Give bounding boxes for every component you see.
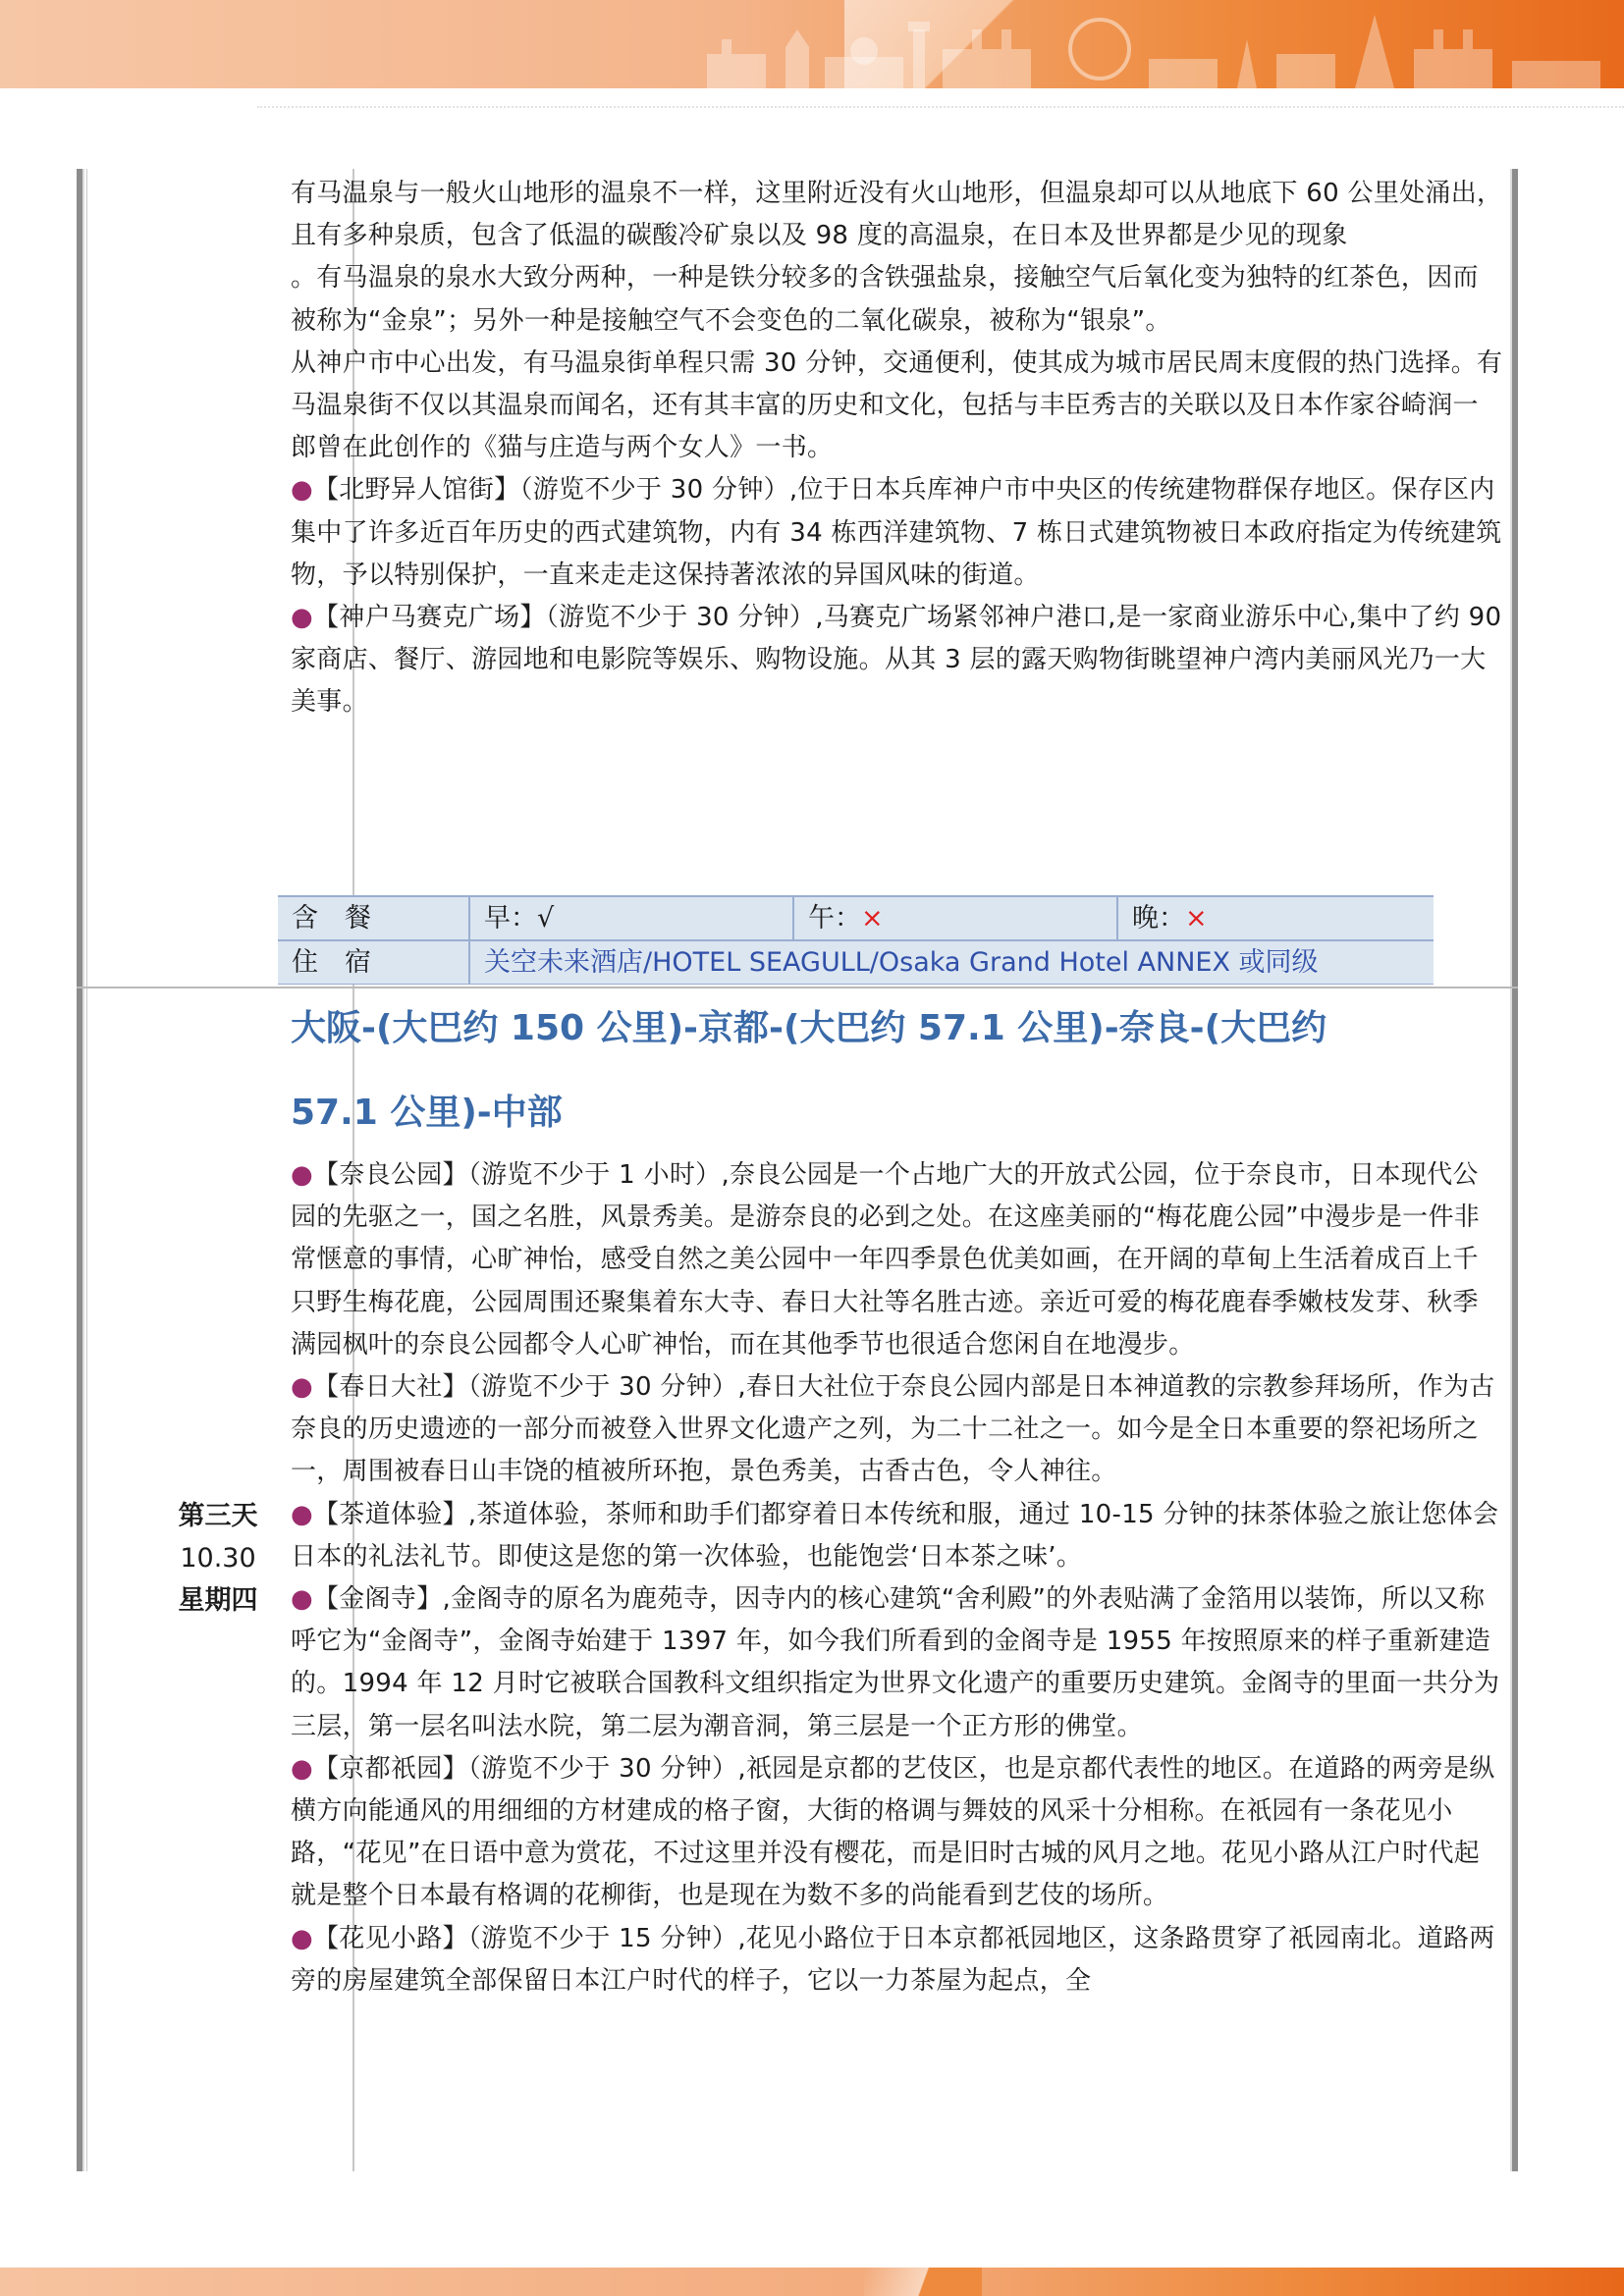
meals-label: 含 餐 (278, 897, 470, 939)
spot-gion (291, 1748, 1504, 1918)
hotel-row (278, 939, 1434, 985)
spot-text: 【金阁寺】,金阁寺的原名为鹿苑寺，因寺内的核心建筑“舍利殿”的外表贴满了金箔用以装饰，所以又称呼它为“金阁寺”，金阁寺始建于 1397 年，如今我们所看到的金阁寺是 1955 年按照原来的样子重新建造的。1994 年 12 月时它被联合国教科文组织指定为世界文化遗产的重要历史建筑。金阁寺的里面一共分为三层，第一层名叫法水院，第二层为潮音洞，第三层是一个正方形的佛堂。 (291, 1584, 1500, 1741)
meals-row (278, 895, 1434, 940)
day3-route-title (291, 987, 1449, 1155)
dinner-cell (1118, 897, 1434, 939)
day2-paragraph-3: 从神户市中心出发，有马温泉街单程只需 30 分钟，交通便利，使其成为城市居民周末度假的热门选择。有马温泉街不仅以其温泉而闻名，还有其丰富的历史和文化，包括与丰臣秀吉的关联以及日本作家谷崎润一郎曾在此创作的《猫与庄造与两个女人》一书。 (291, 347, 1503, 463)
bullet-icon: ● (291, 1753, 313, 1784)
header-banner (0, 0, 1624, 88)
day2-description (291, 173, 1504, 724)
bullet-icon: ● (291, 1584, 313, 1615)
lunch-cell (794, 897, 1118, 939)
day3-description (291, 1154, 1504, 2002)
spot-text: 【花见小路】（游览不少于 15 分钟）,花见小路位于日本京都祇园地区，这条路贯穿了祇园南北。道路两旁的房屋建筑全部保留日本江户时代的样子，它以一力茶屋为起点，全 (291, 1923, 1495, 1996)
spot-text: 【奈良公园】（游览不少于 1 小时）,奈良公园是一个占地广大的开放式公园，位于奈良市，日本现代公园的先驱之一，国之名胜，风景秀美。是游奈良的必到之处。在这座美丽的“梅花鹿公园”中漫步是一件非常惬意的事情，心旷神怡，感受自然之美公园中一年四季景色优美如画，在开阔的草甸上生活着成百上千只野生梅花鹿，公园周围还聚集着东大寺、春日大社等名胜古迹。亲近可爱的梅花鹿春季嫩枝发芽、秋季满园枫叶的奈良公园都令人心旷神怡，而在其他季节也很适合您闲自在地漫步。 (291, 1160, 1481, 1360)
bullet-icon: ● (291, 1160, 313, 1190)
day2-paragraph-1: 有马温泉与一般火山地形的温泉不一样，这里附近没有火山地形，但温泉却可以从地底下 60 公里处涌出，且有多种泉质，包含了低温的碳酸冷矿泉以及 98 度的高温泉，在日本及世界都是少见的现象 (291, 179, 1503, 251)
cross-icon: × (861, 903, 884, 934)
spot-text: 【春日大社】（游览不少于 30 分钟）,春日大社位于奈良公园内部是日本神道教的宗教参拜场所，作为古奈良的历史遗迹的一部分而被登入世界文化遗产之列，为二十二社之一。如今是全日本重要的祭祀场所之一，周围被春日山丰饶的植被所环抱，景色秀美，古香古色，令人神往。 (291, 1372, 1495, 1487)
bullet-icon: ● (291, 1499, 313, 1529)
table-right-border (1510, 169, 1518, 2171)
breakfast-cell: 早：√ (470, 897, 794, 939)
spot-text: 【北野异人馆街】（游览不少于 30 分钟）,位于日本兵库神户市中央区的传统建物群保存地区。保存区内集中了许多近百年历史的西式建筑物，内有 34 栋西洋建筑物、7 栋日式建筑物被日本政府指定为传统建筑物，予以特别保护，一直来走走这保持著浓浓的异国风味的街道。 (291, 475, 1502, 590)
day-name: 第三天 (178, 1501, 258, 1531)
bullet-icon: ● (291, 603, 313, 633)
hotel-value: 关空未来酒店/HOTEL SEAGULL/Osaka Grand Hotel ANNEX 或同级 (484, 947, 1319, 978)
spot-text: 【京都祇园】（游览不少于 30 分钟）,祇园是京都的艺伎区，也是京都代表性的地区。在道路的两旁是纵横方向能通风的用细细的方材建成的格子窗，大街的格调与舞妓的风采十分相称。在祇园有一条花见小路，“花见”在日语中意为赏花，不过这里并没有樱花，而是旧时古城的风月之地。花见小路从江户时代起就是整个日本最有格调的花柳街，也是现在为数不多的尚能看到艺伎的场所。 (291, 1753, 1495, 1911)
dinner-label: 晚： (1132, 903, 1185, 934)
spot-tea (291, 1494, 1504, 1578)
spot-hanamikoji (291, 1918, 1504, 2002)
header-divider (257, 106, 1624, 108)
footer-banner (0, 2268, 1624, 2296)
spot-mosaic (291, 597, 1504, 724)
day-date: 10.30 (180, 1543, 256, 1574)
spot-kitano (291, 469, 1504, 597)
cross-icon: × (1185, 903, 1208, 934)
day-weekday: 星期四 (178, 1585, 258, 1616)
spot-kinkakuji (291, 1578, 1504, 1748)
hotel-label: 住 宿 (278, 941, 470, 984)
route-title-line-2: 57.1 公里)-中部 (291, 1093, 563, 1133)
city-skyline-icon (687, 0, 1610, 88)
bullet-icon: ● (291, 1372, 313, 1403)
spot-kasuga (291, 1366, 1504, 1494)
table-left-border (77, 169, 84, 2171)
day2-paragraph-2: 。有马温泉的泉水大致分两种，一种是铁分较多的含铁强盐泉，接触空气后氧化变为独特的红茶色，因而被称为“金泉”；另外一种是接触空气不会变色的二氧化碳泉，被称为“银泉”。 (291, 263, 1479, 336)
spot-nara-park (291, 1154, 1504, 1366)
lunch-label: 午： (808, 903, 861, 934)
bullet-icon: ● (291, 1923, 313, 1953)
route-title-line-1: 大阪-(大巴约 150 公里)-京都-(大巴约 57.1 公里)-奈良-(大巴约 (291, 1008, 1327, 1048)
spot-text: 【神户马赛克广场】（游览不少于 30 分钟）,马赛克广场紧邻神户港口,是一家商业游乐中心,集中了约 90 家商店、餐厅、游园地和电影院等娱乐、购物设施。从其 3 层的露天购物街眺望神户湾内美丽风光乃一大美事。 (291, 603, 1502, 718)
table-left-inner-border (86, 169, 87, 2171)
footer-decoration (864, 2268, 982, 2296)
bullet-icon: ● (291, 475, 313, 506)
spot-text: 【茶道体验】,茶道体验，茶师和助手们都穿着日本传统和服，通过 10-15 分钟的抹茶体验之旅让您体会日本的礼法礼节。即使这是您的第一次体验，也能饱尝‘日本茶之味’。 (291, 1499, 1499, 1572)
